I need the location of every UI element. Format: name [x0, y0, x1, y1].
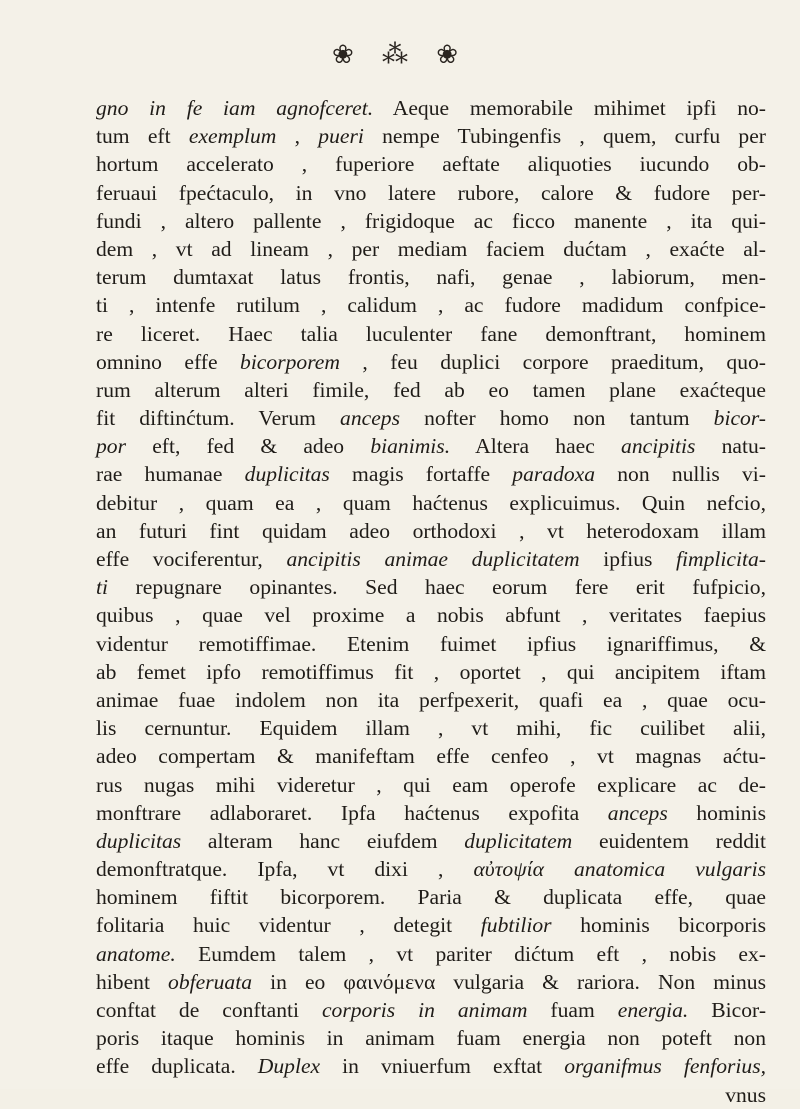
ornament-glyphs: ❀ ⁂ ❀ [331, 40, 469, 70]
text-span: hominis bicorporis [551, 913, 766, 938]
text-line [96, 348, 766, 376]
text-line [96, 996, 766, 1024]
text-line [96, 573, 766, 601]
text-span: natu- [695, 434, 766, 459]
text-span: magis fortaffe [329, 462, 513, 487]
text-line [96, 799, 766, 827]
italic-span: ti [96, 575, 108, 600]
header-ornament [0, 40, 800, 70]
text-span: hortum accelerato , fuperiore aeftate aliquoties iucundo ob- [96, 152, 766, 177]
text-span: alteram hanc eiufdem [181, 828, 465, 853]
italic-span: ancipitis animae duplicitatem [286, 547, 580, 571]
italic-span: bianimis. [370, 434, 451, 459]
text-span: adeo compertam & manifeftam effe cenfeo , vt magnas aćtu- [96, 744, 766, 769]
text-line [96, 150, 766, 178]
text-span: conftat de conftanti [96, 998, 322, 1022]
text-span: nofter homo non tantum [400, 406, 714, 431]
text-line [96, 122, 766, 150]
text-line [96, 235, 766, 263]
text-span: , [276, 124, 319, 149]
italic-span: duplicitas [96, 828, 182, 853]
text-span: quibus , quae vel proxime a nobis abfunt , veritates faepius [96, 603, 766, 628]
text-span: fundi , altero pallente , frigidoque ac ficco manente , ita qui- [96, 208, 766, 233]
italic-span: anceps [340, 406, 401, 431]
text-line [96, 686, 766, 714]
text-span: fit diftinćtum. Verum [96, 406, 341, 431]
text-span: euidentem reddit [572, 828, 766, 853]
text-span: omnino effe [96, 349, 241, 374]
italic-span: por [96, 434, 126, 459]
text-span: effe vociferentur, [96, 547, 287, 571]
italic-span: fubtilior [480, 913, 552, 938]
text-span: monftrare adlaboraret. Ipfa haćtenus expofita [96, 800, 608, 825]
text-line [96, 489, 766, 517]
text-span: nempe Tubingenfis , quem, curfu per [363, 124, 766, 149]
italic-span: Duplex [257, 1054, 321, 1079]
italic-span: exemplum [188, 124, 277, 149]
text-line [96, 630, 766, 658]
text-line [96, 545, 766, 573]
text-span: rae humanae [96, 462, 245, 487]
text-line [96, 1052, 766, 1080]
text-line [96, 855, 766, 883]
text-span: repugnare opinantes. Sed haec eorum fere erit fufpicio, [108, 575, 766, 600]
text-span: dem , vt ad lineam , per mediam faciem dućtam , exaćte al- [96, 236, 766, 261]
text-span: Eumdem talem , vt pariter dićtum eft , nobis ex- [175, 941, 766, 966]
italic-span: anatome. [96, 941, 176, 966]
text-span: poris itaque hominis in animam fuam energia non poteft non [96, 1026, 766, 1051]
text-line [96, 827, 766, 855]
text-span: demonftratque. Ipfa, vt dixi , [96, 857, 474, 882]
text-span: hominem fiftit bicorporem. Paria & duplicata effe, quae [96, 885, 766, 910]
text-line [96, 1024, 766, 1052]
catchword: vnus [725, 1082, 766, 1107]
text-line [96, 742, 766, 770]
text-span: eft, fed & adeo [126, 434, 371, 459]
text-span: an futuri fint quidam adeo orthodoxi , vt heterodoxam illam [96, 518, 766, 543]
text-line [96, 94, 766, 122]
italic-span: fimplicita- [676, 547, 766, 571]
text-span: tum eft [96, 124, 189, 149]
text-span: non nullis vi- [595, 462, 766, 487]
text-line [96, 771, 766, 799]
text-span: in eo φαινόμενα vulgaria & rariora. Non minus [252, 969, 767, 994]
italic-span: energia. [617, 998, 689, 1022]
text-span: re liceret. Haec talia luculenter fane demonftrant, hominem [96, 321, 766, 346]
text-span: fuam [527, 998, 618, 1022]
text-line [96, 291, 766, 319]
text-line [96, 940, 766, 968]
italic-span: duplicitatem [464, 828, 573, 853]
text-span: Aeque memorabile mihimet ipfi no- [373, 96, 767, 120]
text-span: ti , intenfe rutilum , calidum , ac fudore madidum confpice- [96, 293, 766, 318]
text-span: rum alterum alteri fimile, fed ab eo tamen plane exaćteque [96, 377, 766, 402]
italic-span: ancipitis [621, 434, 696, 459]
italic-span: obferuata [168, 969, 253, 994]
text-line [96, 179, 766, 207]
italic-span: αὐτοψία anatomica vulgaris [473, 857, 766, 882]
text-line [96, 517, 766, 545]
text-line [96, 404, 766, 432]
italic-span: pueri [318, 124, 364, 149]
italic-span: bicorporem [240, 349, 340, 374]
text-line [96, 207, 766, 235]
text-span: animae fuae indolem non ita perfpexerit, quafi ea , quae ocu- [96, 687, 766, 712]
body-text [96, 94, 766, 1109]
text-span: rus nugas mihi videretur , qui eam operofe explicare ac de- [96, 772, 766, 797]
italic-span: duplicitas [244, 462, 330, 487]
text-line [96, 911, 766, 939]
text-line [96, 320, 766, 348]
italic-span: corporis in animam [321, 998, 528, 1022]
text-span: feruaui fpećtaculo, in vno latere rubore, calore & fudore per- [96, 180, 766, 205]
text-line [96, 601, 766, 629]
text-span: Bicor- [688, 998, 767, 1022]
text-span: effe duplicata. [96, 1054, 258, 1079]
italic-span: organifmus fenforius, [564, 1054, 767, 1079]
text-span: ipfius [579, 547, 677, 571]
text-line [96, 376, 766, 404]
text-line [96, 658, 766, 686]
text-span: hibent [96, 969, 169, 994]
text-line [96, 460, 766, 488]
text-line [96, 263, 766, 291]
text-span: folitaria huic videntur , detegit [96, 913, 481, 938]
italic-span: anceps [607, 800, 668, 825]
text-line [96, 714, 766, 742]
italic-span: bicor- [713, 406, 766, 431]
italic-span: paradoxa [512, 462, 596, 487]
text-line [96, 432, 766, 460]
text-span: in vniuerfum exftat [320, 1054, 565, 1079]
text-span: , feu duplici corpore praeditum, quo- [339, 349, 766, 374]
text-span: videntur remotiffimae. Etenim fuimet ipfius ignariffimus, & [96, 631, 766, 656]
text-span: lis cernuntur. Equidem illam , vt mihi, fic cuilibet alii, [96, 716, 766, 741]
text-span: debitur , quam ea , quam haćtenus explicuimus. Quin nefcio, [96, 490, 766, 515]
text-span: hominis [667, 800, 766, 825]
text-span: ab femet ipfo remotiffimus fit , oportet , qui ancipitem iftam [96, 659, 766, 684]
text-line [96, 968, 766, 996]
text-span: Altera haec [450, 434, 622, 459]
text-span: terum dumtaxat latus frontis, nafi, genae , labiorum, men- [96, 265, 766, 290]
italic-span: gno in fe iam agnofceret. [96, 96, 374, 120]
text-line [96, 883, 766, 911]
